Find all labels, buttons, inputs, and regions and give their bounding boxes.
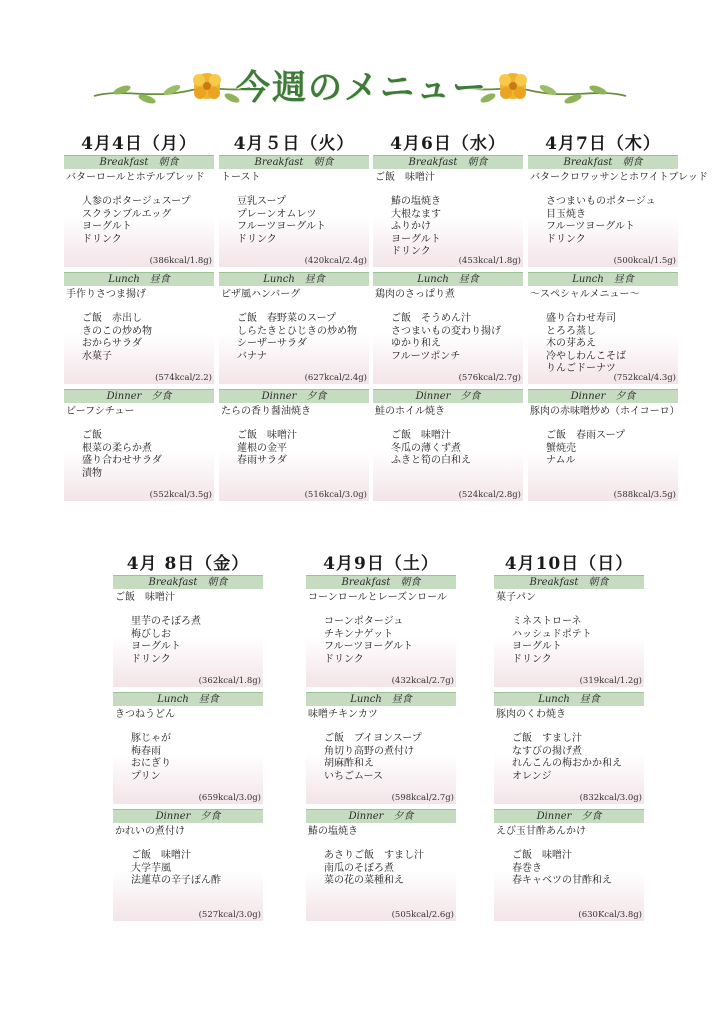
- side-dish: ふりかけ: [391, 221, 431, 233]
- side-dish-list: [391, 196, 523, 259]
- side-dish: 蟹焼売: [546, 442, 576, 454]
- side-dish: スクランブルエッグ: [82, 208, 172, 220]
- side-dish: 冬瓜の薄くず煮: [391, 442, 461, 454]
- side-dish-list: [546, 313, 678, 376]
- calorie-info: (576kcal/2.7g): [458, 373, 521, 383]
- side-dish: さつまいものポタージュ: [546, 196, 656, 207]
- breakfast-header: Breakfast 朝食: [373, 155, 523, 169]
- breakfast-header: Breakfast 朝食: [306, 575, 456, 589]
- side-dish: 胡麻酢和え: [324, 758, 374, 770]
- main-dish: ご飯 味噌汁: [375, 172, 435, 183]
- main-dish: ピザ風ハンバーグ: [221, 289, 301, 300]
- lunch-section: [528, 272, 678, 384]
- calorie-info: (627kcal/2.4g): [304, 373, 367, 383]
- side-dish: ミネストローネ: [512, 616, 582, 627]
- side-dish: 角切り高野の煮付け: [324, 745, 414, 757]
- lunch-section: [306, 692, 456, 804]
- side-dish: 蓮根の金平: [237, 442, 287, 454]
- main-dish: ビーフシチュー: [66, 406, 135, 417]
- dinner-section: [64, 389, 214, 501]
- side-dish: 冷やしわんこそば: [546, 350, 626, 362]
- side-dish: ご飯 赤出し: [82, 313, 142, 324]
- side-dish: ご飯 味噌汁: [512, 850, 572, 861]
- side-dish-list: [324, 616, 456, 666]
- side-dish-list: [131, 733, 263, 783]
- lunch-header: Lunch 昼食: [494, 692, 644, 706]
- side-dish: ご飯 味噌汁: [131, 850, 191, 861]
- calorie-info: (659kcal/3.0g): [198, 793, 261, 803]
- side-dish: フルーツヨーグルト: [324, 641, 413, 653]
- side-dish: 大学芋風: [131, 862, 171, 874]
- lunch-header: Lunch 昼食: [373, 272, 523, 286]
- main-dish: 豚肉の赤味噌炒め（ホイコーロ）: [530, 406, 680, 417]
- side-dish-list: [324, 850, 456, 888]
- side-dish: 梅春雨: [131, 745, 161, 757]
- main-dish: トースト: [221, 172, 261, 183]
- main-dish: ～スペシャルメニュー～: [530, 289, 640, 300]
- side-dish-list: [512, 733, 644, 783]
- calorie-info: (574kcal/2.2): [155, 373, 212, 383]
- side-dish: 漬物: [82, 467, 102, 479]
- side-dish: 豆乳スープ: [237, 196, 286, 207]
- side-dish: いちごムース: [324, 770, 383, 782]
- day-date: 4月 8日（金）: [126, 554, 250, 574]
- calorie-info: (386kcal/1.8g): [149, 256, 212, 266]
- dinner-header: Dinner 夕食: [306, 809, 456, 823]
- dinner-section: [494, 809, 644, 921]
- side-dish: ハッシュドポテト: [512, 628, 592, 640]
- side-dish: 菜の花の菜種和え: [324, 875, 404, 887]
- side-dish: しらたきとひじきの炒め物: [237, 325, 357, 337]
- side-dish: とろろ蒸し: [546, 325, 596, 337]
- side-dish: ドリンク: [391, 246, 431, 258]
- side-dish: ご飯: [82, 430, 102, 441]
- side-dish: ヨーグルト: [512, 641, 562, 653]
- side-dish: ヨーグルト: [131, 641, 181, 653]
- side-dish: プレーンオムレツ: [237, 208, 317, 220]
- side-dish: チキンナゲット: [324, 628, 394, 640]
- calorie-info: (598kcal/2.7g): [391, 793, 454, 803]
- calorie-info: (630Kcal/3.8g): [578, 910, 642, 920]
- side-dish: ドリンク: [131, 653, 171, 665]
- side-dish: ふきと筍の白和え: [391, 455, 471, 467]
- calorie-info: (500kcal/1.5g): [613, 256, 676, 266]
- side-dish: ご飯 味噌汁: [391, 430, 451, 441]
- breakfast-header: Breakfast 朝食: [113, 575, 263, 589]
- breakfast-section: [306, 575, 456, 687]
- side-dish: ナムル: [546, 455, 576, 467]
- day-date: 4月7日（木）: [545, 134, 661, 154]
- main-dish: 豚肉のくわ焼き: [496, 709, 566, 720]
- side-dish-list: [131, 616, 263, 666]
- breakfast-section: [64, 155, 214, 267]
- breakfast-section: [494, 575, 644, 687]
- main-dish: えび玉甘酢あんかけ: [496, 826, 586, 837]
- calorie-info: (505kcal/2.6g): [391, 910, 454, 920]
- side-dish: バナナ: [237, 350, 267, 362]
- breakfast-header: Breakfast 朝食: [528, 155, 678, 169]
- side-dish: おにぎり: [131, 758, 171, 770]
- main-dish: 味噌チキンカツ: [308, 709, 378, 720]
- dinner-section: [373, 389, 523, 501]
- calorie-info: (524kcal/2.8g): [458, 490, 521, 500]
- side-dish: 盛り合わせサラダ: [82, 455, 162, 467]
- calorie-info: (552kcal/3.5g): [149, 490, 212, 500]
- calorie-info: (319kcal/1.2g): [579, 676, 642, 686]
- side-dish-list: [82, 196, 214, 246]
- side-dish: 春巻き: [512, 862, 542, 874]
- side-dish: ヨーグルト: [82, 221, 132, 233]
- dinner-header: Dinner 夕食: [494, 809, 644, 823]
- side-dish: ドリンク: [512, 653, 552, 665]
- main-dish: ご飯 味噌汁: [115, 592, 175, 603]
- side-dish: ドリンク: [324, 653, 364, 665]
- lunch-header: Lunch 昼食: [219, 272, 369, 286]
- calorie-info: (432kcal/2.7g): [391, 676, 454, 686]
- side-dish: 木の芽あえ: [546, 338, 596, 350]
- lunch-section: [219, 272, 369, 384]
- side-dish: 春雨サラダ: [237, 455, 287, 467]
- side-dish: ヨーグルト: [391, 233, 441, 245]
- breakfast-section: [219, 155, 369, 267]
- side-dish: ドリンク: [82, 233, 122, 245]
- side-dish: ご飯 すまし汁: [512, 733, 582, 744]
- calorie-info: (832kcal/3.0g): [579, 793, 642, 803]
- header: [0, 62, 724, 118]
- calorie-info: (527kcal/3.0g): [198, 910, 261, 920]
- side-dish: 目玉焼き: [546, 208, 586, 220]
- breakfast-header: Breakfast 朝食: [219, 155, 369, 169]
- side-dish: れんこんの梅おかか和え: [512, 758, 622, 770]
- side-dish: フルーツヨーグルト: [546, 221, 635, 233]
- side-dish-list: [82, 313, 214, 363]
- main-dish: バターロールとホテルブレッド: [66, 172, 205, 183]
- side-dish-list: [512, 850, 644, 888]
- side-dish: ご飯 そうめん汁: [391, 313, 471, 324]
- side-dish: 盛り合わせ寿司: [546, 313, 616, 324]
- side-dish: ご飯 春野菜のスープ: [237, 313, 336, 324]
- dinner-section: [113, 809, 263, 921]
- calorie-info: (453kcal/1.8g): [458, 256, 521, 266]
- side-dish: フルーツヨーグルト: [237, 221, 326, 233]
- side-dish: 春キャベツの甘酢和え: [512, 875, 612, 887]
- side-dish-list: [391, 313, 523, 363]
- side-dish-list: [237, 196, 369, 246]
- side-dish-list: [324, 733, 456, 783]
- breakfast-header: Breakfast 朝食: [494, 575, 644, 589]
- side-dish-list: [131, 850, 263, 888]
- dinner-header: Dinner 夕食: [113, 809, 263, 823]
- calorie-info: (752kcal/4.3g): [613, 373, 676, 383]
- side-dish-list: [546, 430, 678, 468]
- lunch-section: [64, 272, 214, 384]
- dinner-header: Dinner 夕食: [373, 389, 523, 403]
- side-dish: さつまいもの変わり揚げ: [391, 325, 501, 337]
- breakfast-section: [528, 155, 708, 267]
- side-dish: おからサラダ: [82, 338, 142, 350]
- lunch-section: [494, 692, 644, 804]
- side-dish: 水菓子: [82, 350, 112, 362]
- lunch-header: Lunch 昼食: [64, 272, 214, 286]
- side-dish: ご飯 ブイヨンスープ: [324, 733, 422, 744]
- calorie-info: (588kcal/3.5g): [613, 490, 676, 500]
- dinner-section: [219, 389, 369, 501]
- side-dish: ゆかり和え: [391, 338, 441, 350]
- breakfast-section: [373, 155, 523, 267]
- main-dish: 鮭のホイル焼き: [375, 406, 445, 417]
- breakfast-header: Breakfast 朝食: [64, 155, 214, 169]
- dinner-header: Dinner 夕食: [528, 389, 678, 403]
- side-dish: あさりご飯 すまし汁: [324, 850, 424, 861]
- calorie-info: (362kcal/1.8g): [198, 676, 261, 686]
- side-dish: シーザーサラダ: [237, 338, 307, 350]
- side-dish: コーンポタージュ: [324, 616, 404, 627]
- lunch-section: [113, 692, 263, 804]
- side-dish: 法蓮草の辛子ぽん酢: [131, 875, 221, 887]
- side-dish: オレンジ: [512, 770, 552, 782]
- day-date: 4月５日（火）: [233, 134, 355, 154]
- side-dish-list: [237, 430, 369, 468]
- side-dish: 鰆の塩焼き: [391, 196, 441, 207]
- main-dish: たらの香り醤油焼き: [221, 406, 311, 417]
- side-dish: ドリンク: [546, 233, 586, 245]
- side-dish: ドリンク: [237, 233, 277, 245]
- side-dish: きのこの炒め物: [82, 325, 152, 337]
- side-dish: なすびの揚げ煮: [512, 745, 582, 757]
- side-dish: 南瓜のそぼろ煮: [324, 862, 394, 874]
- lunch-header: Lunch 昼食: [113, 692, 263, 706]
- side-dish-list: [391, 430, 523, 468]
- main-dish: バタークロワッサンとホワイトブレッド: [530, 172, 708, 183]
- calorie-info: (516kcal/3.0g): [304, 490, 367, 500]
- day-date: 4月10日（日）: [504, 554, 634, 574]
- side-dish: ご飯 春雨スープ: [546, 430, 625, 441]
- dinner-header: Dinner 夕食: [64, 389, 214, 403]
- side-dish: 豚じゃが: [131, 733, 171, 744]
- side-dish-list: [546, 196, 678, 246]
- side-dish: 大根なます: [391, 208, 441, 220]
- side-dish: 梅びしお: [131, 628, 171, 640]
- side-dish: 人参のポタージュスープ: [82, 196, 191, 207]
- calorie-info: (420kcal/2.4g): [304, 256, 367, 266]
- side-dish: 里芋のそぼろ煮: [131, 616, 201, 627]
- lunch-header: Lunch 昼食: [306, 692, 456, 706]
- day-date: 4月4日（月）: [81, 134, 197, 154]
- breakfast-section: [113, 575, 263, 687]
- lunch-section: [373, 272, 523, 384]
- dinner-header: Dinner 夕食: [219, 389, 369, 403]
- main-dish: 手作りさつま揚げ: [66, 289, 146, 300]
- main-dish: 鶏肉のさっぱり煮: [375, 289, 455, 300]
- side-dish: プリン: [131, 770, 161, 782]
- main-dish: 鰆の塩焼き: [308, 826, 358, 837]
- day-date: 4月9日（土）: [323, 554, 439, 574]
- side-dish: フルーツポンチ: [391, 350, 461, 362]
- main-dish: きつねうどん: [115, 709, 175, 720]
- lunch-header: Lunch 昼食: [528, 272, 678, 286]
- side-dish: 根菜の柔らか煮: [82, 442, 152, 454]
- side-dish-list: [237, 313, 369, 363]
- dinner-section: [306, 809, 456, 921]
- side-dish: ご飯 味噌汁: [237, 430, 297, 441]
- dinner-section: [528, 389, 678, 501]
- side-dish: りんごドーナツ: [546, 363, 616, 375]
- main-dish: コーンロールとレーズンロール: [308, 592, 447, 603]
- main-dish: かれいの煮付け: [115, 826, 185, 837]
- side-dish-list: [512, 616, 644, 666]
- page-title: 今週のメニュー: [236, 68, 488, 108]
- main-dish: 菓子パン: [496, 592, 536, 603]
- side-dish-list: [82, 430, 214, 480]
- day-date: 4月6日（水）: [390, 134, 506, 154]
